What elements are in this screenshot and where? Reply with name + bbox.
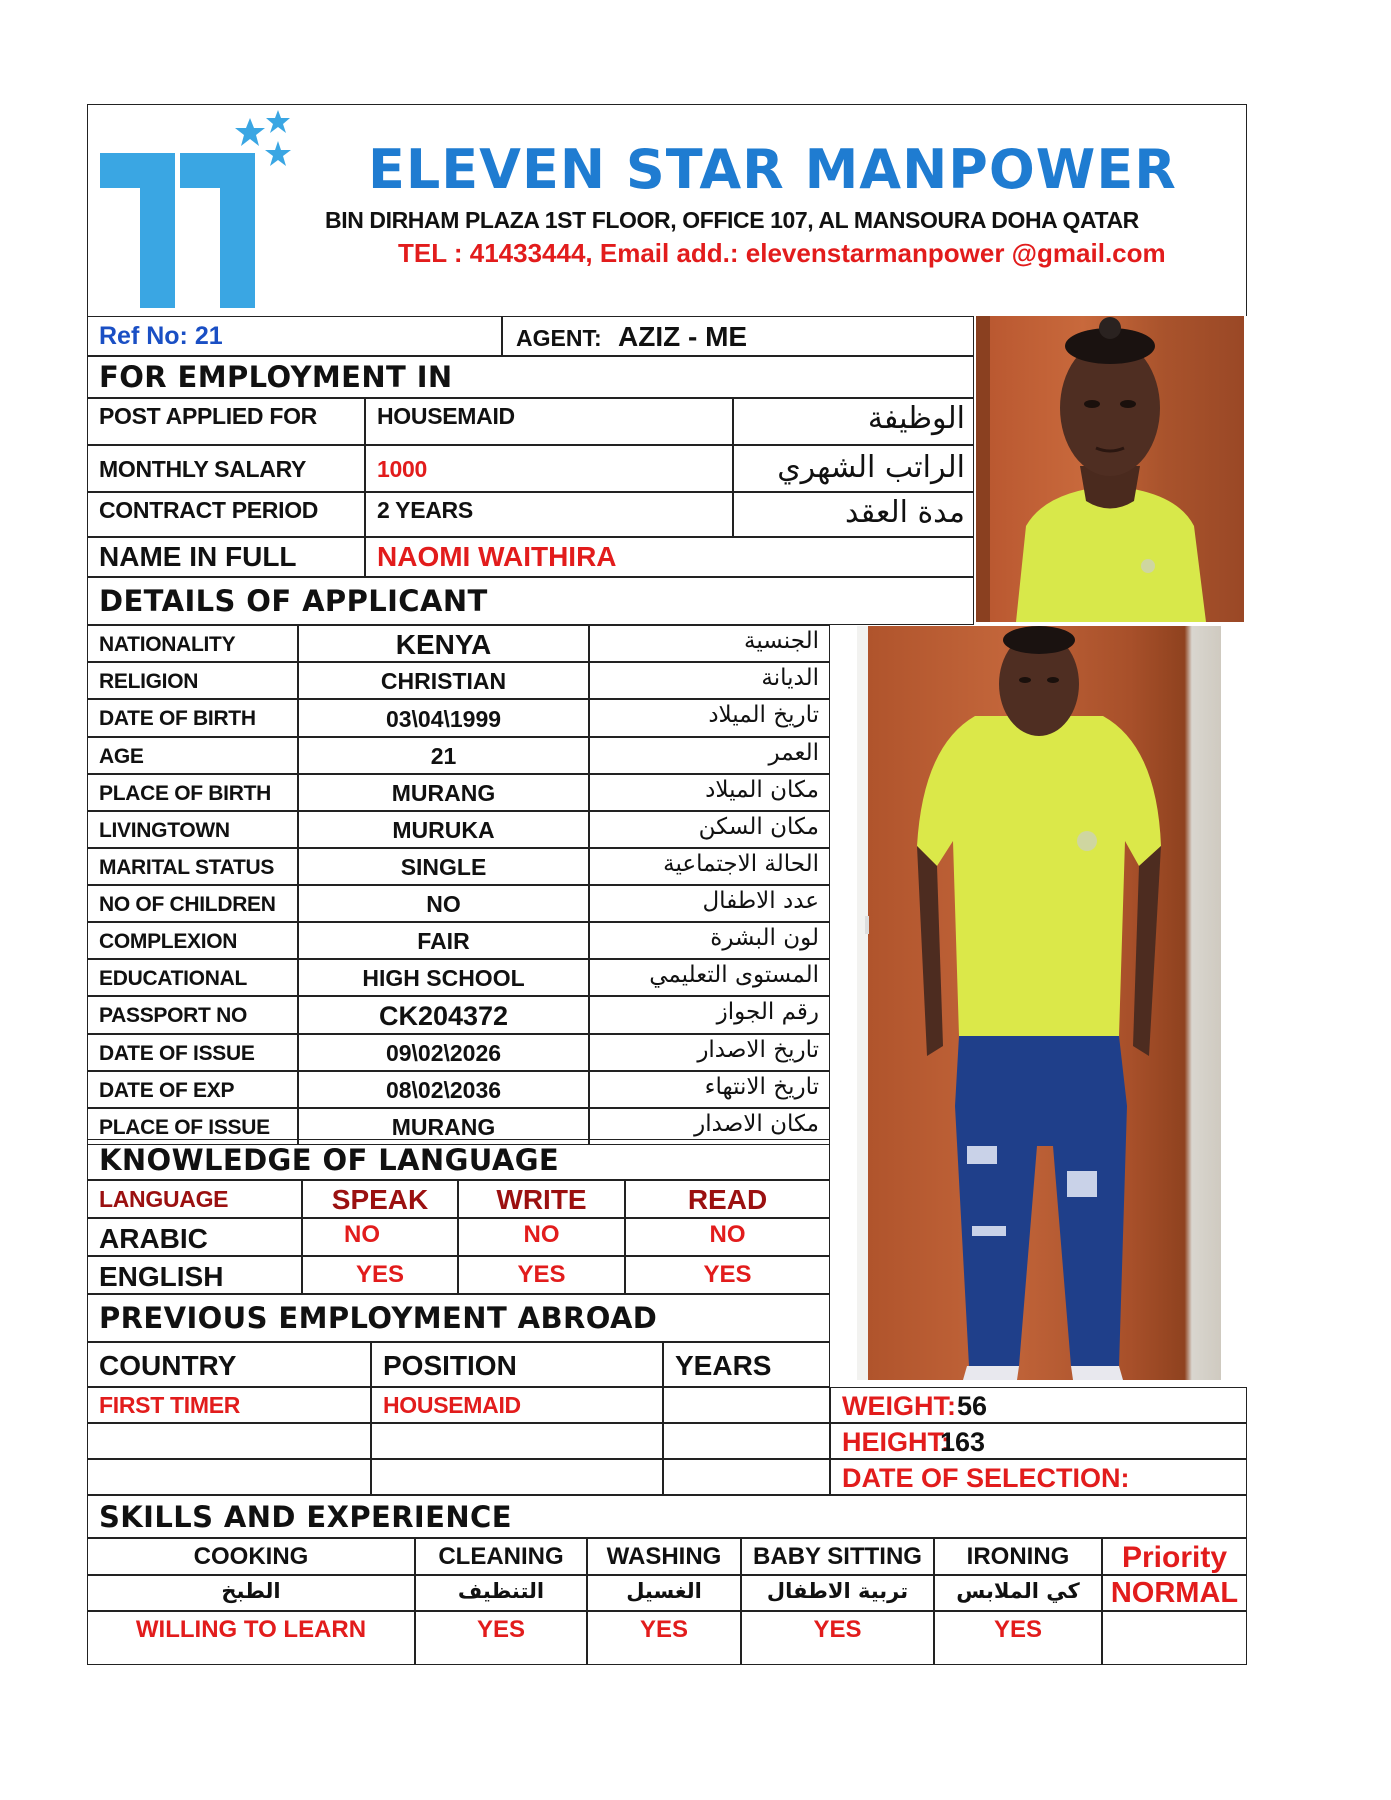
- applicant-portrait-photo: [976, 316, 1244, 622]
- height-label: HEIGHT:: [842, 1427, 950, 1457]
- skill-header-cell: WASHING: [587, 1538, 741, 1575]
- language-write-cell: YES: [458, 1256, 625, 1294]
- height-cell: [830, 1423, 1247, 1459]
- employment-row-label: MONTHLY SALARY: [87, 445, 365, 492]
- agent-cell: [502, 316, 974, 356]
- previous-country-cell: [87, 1423, 371, 1459]
- applicant-row-label: DATE OF ISSUE: [87, 1034, 298, 1071]
- skill-value-cell: YES: [587, 1611, 741, 1665]
- language-speak-cell: YES: [302, 1256, 458, 1294]
- applicant-row-label: EDUCATIONAL: [87, 959, 298, 996]
- employment-row-value: HOUSEMAID: [365, 398, 733, 445]
- date-of-selection-label: DATE OF SELECTION:: [842, 1463, 1130, 1493]
- employment-row-value: 1000: [365, 445, 733, 492]
- applicant-row-value: 21: [298, 737, 589, 774]
- star-icon: [266, 110, 290, 133]
- skill-header-cell: IRONING: [934, 1538, 1102, 1575]
- applicant-row-arabic: تاريخ الاصدار: [589, 1034, 830, 1071]
- applicant-row-arabic: رقم الجواز: [589, 996, 830, 1034]
- company-address: BIN DIRHAM PLAZA 1ST FLOOR, OFFICE 107, AL MANSOURA DOHA QATAR: [325, 207, 1139, 233]
- language-write-cell: NO: [458, 1218, 625, 1256]
- previous-header-cell: COUNTRY: [87, 1342, 371, 1387]
- language-header-cell: WRITE: [458, 1180, 625, 1218]
- height-value: 163: [940, 1427, 986, 1457]
- skill-value-cell: YES: [415, 1611, 587, 1665]
- language-header-cell: READ: [625, 1180, 830, 1218]
- applicant-row-value: NO: [298, 885, 589, 922]
- language-header-cell: LANGUAGE: [87, 1180, 302, 1218]
- applicant-row-arabic: الديانة: [589, 662, 830, 699]
- previous-position-cell: HOUSEMAID: [371, 1387, 663, 1423]
- previous-position-cell: [371, 1459, 663, 1495]
- priority-label-cell: [1102, 1538, 1247, 1575]
- skill-value-cell: YES: [741, 1611, 934, 1665]
- applicant-row-label: DATE OF EXP: [87, 1071, 298, 1108]
- applicant-row-label: NO OF CHILDREN: [87, 885, 298, 922]
- employment-row-arabic: الراتب الشهري: [733, 445, 974, 492]
- language-read-cell: YES: [625, 1256, 830, 1294]
- employment-row-label: CONTRACT PERIOD: [87, 492, 365, 537]
- previous-position-cell: [371, 1423, 663, 1459]
- previous-years-cell: [663, 1459, 830, 1495]
- previous-section-title: PREVIOUS EMPLOYMENT ABROAD: [87, 1294, 830, 1342]
- star-icon: [265, 141, 291, 166]
- skill-header-cell: CLEANING: [415, 1538, 587, 1575]
- applicant-row-value: 03\04\1999: [298, 699, 589, 737]
- applicant-row-label: NATIONALITY: [87, 625, 298, 662]
- previous-years-cell: [663, 1423, 830, 1459]
- previous-country-cell: [87, 1459, 371, 1495]
- priority-value: NORMAL: [1110, 1577, 1239, 1609]
- employment-row-arabic: مدة العقد: [733, 492, 974, 537]
- applicant-row-arabic: عدد الاطفال: [589, 885, 830, 922]
- applicant-row-arabic: تاريخ الانتهاء: [589, 1071, 830, 1108]
- skill-arabic-cell: الطبخ: [87, 1575, 415, 1611]
- applicant-row-value: CHRISTIAN: [298, 662, 589, 699]
- applicant-row-arabic: الجنسية: [589, 625, 830, 662]
- language-section-title: KNOWLEDGE OF LANGUAGE: [87, 1139, 830, 1180]
- skill-value-cell: YES: [934, 1611, 1102, 1665]
- ref-number-cell: [87, 316, 502, 356]
- weight-label: WEIGHT:: [842, 1391, 956, 1421]
- applicant-row-value: KENYA: [298, 625, 589, 662]
- applicant-row-value: MURANG: [298, 1108, 589, 1145]
- previous-header-cell: YEARS: [663, 1342, 830, 1387]
- ref-number: Ref No: 21: [99, 322, 223, 350]
- employment-section-title: FOR EMPLOYMENT IN: [87, 356, 974, 398]
- name-label-cell: [87, 537, 365, 577]
- weight-value: 56: [957, 1391, 988, 1421]
- applicant-row-label: PLACE OF ISSUE: [87, 1108, 298, 1145]
- applicant-row-arabic: مكان الميلاد: [589, 774, 830, 811]
- applicant-row-arabic: مكان السكن: [589, 811, 830, 848]
- employment-row-label: POST APPLIED FOR: [87, 398, 365, 445]
- priority-empty-cell: [1102, 1611, 1247, 1665]
- skill-value-cell: WILLING TO LEARN: [87, 1611, 415, 1665]
- previous-country-cell: FIRST TIMER: [87, 1387, 371, 1423]
- employment-row-arabic: الوظيفة: [733, 398, 974, 445]
- skill-header-cell: COOKING: [87, 1538, 415, 1575]
- name-value-cell: [365, 537, 974, 577]
- language-name-cell: ENGLISH: [87, 1256, 302, 1294]
- applicant-row-label: RELIGION: [87, 662, 298, 699]
- applicant-row-value: SINGLE: [298, 848, 589, 885]
- employment-row-value: 2 YEARS: [365, 492, 733, 537]
- applicant-row-arabic: المستوى التعليمي: [589, 959, 830, 996]
- language-name-cell: ARABIC: [87, 1218, 302, 1256]
- applicant-row-value: 08\02\2036: [298, 1071, 589, 1108]
- applicant-row-arabic: الحالة الاجتماعية: [589, 848, 830, 885]
- applicant-row-label: LIVINGTOWN: [87, 811, 298, 848]
- previous-years-cell: [663, 1387, 830, 1423]
- applicant-name: NAOMI WAITHIRA: [377, 541, 617, 572]
- applicant-row-label: MARITAL STATUS: [87, 848, 298, 885]
- applicant-row-arabic: تاريخ الميلاد: [589, 699, 830, 737]
- applicant-row-label: PASSPORT NO: [87, 996, 298, 1034]
- star-icon: [235, 118, 265, 146]
- skill-header-cell: BABY SITTING: [741, 1538, 934, 1575]
- date-of-selection-cell: [830, 1459, 1247, 1495]
- applicant-row-value: MURANG: [298, 774, 589, 811]
- priority-value-cell: [1102, 1575, 1247, 1611]
- skills-section-title: SKILLS AND EXPERIENCE: [87, 1495, 1247, 1538]
- applicant-row-label: DATE OF BIRTH: [87, 699, 298, 737]
- applicant-row-arabic: مكان الاصدار: [589, 1108, 830, 1145]
- language-header-cell: SPEAK: [302, 1180, 458, 1218]
- applicant-row-value: FAIR: [298, 922, 589, 959]
- weight-cell: [830, 1387, 1247, 1423]
- skill-arabic-cell: الغسيل: [587, 1575, 741, 1611]
- applicant-row-value: CK204372: [298, 996, 589, 1034]
- skill-arabic-cell: كي الملابس: [934, 1575, 1102, 1611]
- priority-label: Priority: [1121, 1541, 1228, 1574]
- applicant-row-arabic: العمر: [589, 737, 830, 774]
- applicant-row-label: PLACE OF BIRTH: [87, 774, 298, 811]
- skill-arabic-cell: تربية الاطفال: [741, 1575, 934, 1611]
- applicant-full-body-photo: [857, 626, 1221, 1380]
- company-contact: TEL : 41433444, Email add.: elevenstarmanpower @gmail.com: [398, 238, 1166, 268]
- applicant-row-label: COMPLEXION: [87, 922, 298, 959]
- logo-mark: [100, 108, 300, 313]
- agent-label: AGENT:: [516, 325, 602, 351]
- applicant-row-label: AGE: [87, 737, 298, 774]
- applicant-row-value: MURUKA: [298, 811, 589, 848]
- applicant-row-value: 09\02\2026: [298, 1034, 589, 1071]
- agent-value: AZIZ - ME: [618, 321, 748, 352]
- applicant-section-title: DETAILS OF APPLICANT: [87, 577, 974, 625]
- language-speak-cell: NO: [302, 1218, 458, 1256]
- logo: [100, 108, 300, 313]
- name-label: NAME IN FULL: [99, 541, 297, 572]
- applicant-row-value: HIGH SCHOOL: [298, 959, 589, 996]
- applicant-row-arabic: لون البشرة: [589, 922, 830, 959]
- language-read-cell: NO: [625, 1218, 830, 1256]
- previous-header-cell: POSITION: [371, 1342, 663, 1387]
- skill-arabic-cell: التنظيف: [415, 1575, 587, 1611]
- company-name: ELEVEN STAR MANPOWER: [368, 138, 1177, 201]
